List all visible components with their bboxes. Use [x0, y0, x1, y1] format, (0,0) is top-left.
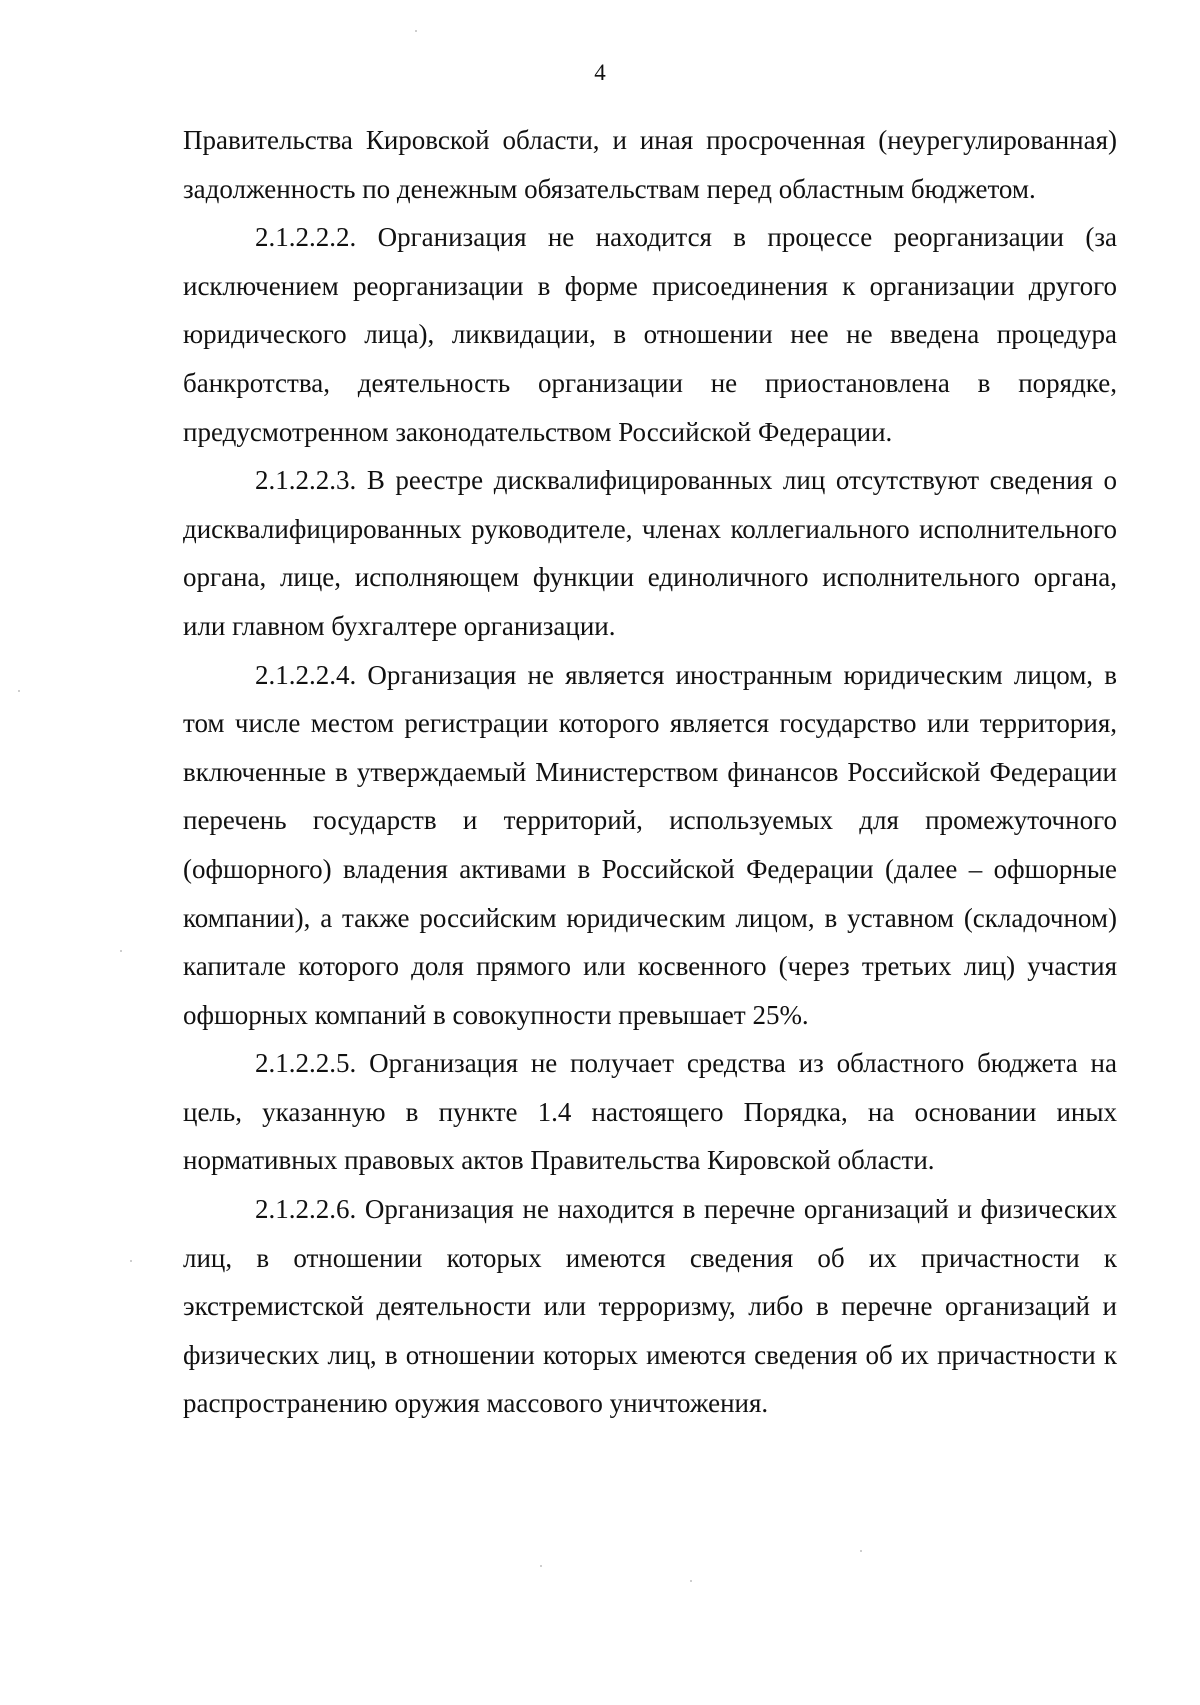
scan-speck — [18, 690, 20, 692]
page-number: 4 — [594, 60, 606, 85]
paragraph-2-1-2-2-2: 2.1.2.2.2. Организация не находится в процессе реорганизации (за исключением реорганизации в форме присоединения к организации другого юридического лица), ликвидации, в отношении нее не введена процедура банкротства, деятельность организации не приостановлена в порядке, предусмотренном законодательством Российской Федерации. — [183, 222, 1117, 447]
paragraph-2-1-2-2-3: 2.1.2.2.3. В реестре дисквалифицированных лиц отсутствуют сведения о дисквалифицированных руководителе, членах коллегиального исполнительного органа, лице, исполняющем функции единоличного исполнительного органа, или главном бухгалтере организации. — [183, 465, 1117, 641]
paragraph-continuation: Правительства Кировской области, и иная просроченная (неурегулированная) задолженность по денежным обязательствам перед областным бюджетом. — [183, 125, 1117, 204]
scan-speck — [540, 1565, 542, 1567]
scan-speck — [120, 950, 122, 952]
scan-speck — [415, 30, 417, 32]
paragraph-2-1-2-2-6: 2.1.2.2.6. Организация не находится в перечне организаций и физических лиц, в отношении которых имеются сведения об их причастности к экстремистской деятельности или терроризму, либо в перечне организаций и физических лиц, в отношении которых имеются сведения об их причастности к распространению оружия массового уничтожения. — [183, 1194, 1117, 1419]
document-body — [183, 116, 1117, 1428]
paragraph-2-1-2-2-4: 2.1.2.2.4. Организация не является иностранным юридическим лицом, в том числе местом регистрации которого является государство или территория, включенные в утверждаемый Министерством финансов Российской Федерации перечень государств и территорий, используемых для промежуточного (офшорного) владения активами в Российской Федерации (далее – офшорные компании), а также российским юридическим лицом, в уставном (складочном) капитале которого доля прямого или косвенного (через третьих лиц) участия офшорных компаний в совокупности превышает 25%. — [183, 659, 1117, 1030]
paragraph-2-1-2-2-5: 2.1.2.2.5. Организация не получает средства из областного бюджета на цель, указанную в пункте 1.4 настоящего Порядка, на основании иных нормативных правовых актов Правительства Кировской области. — [183, 1048, 1117, 1176]
scan-speck — [690, 1580, 692, 1582]
scan-speck — [130, 1260, 132, 1262]
scan-speck — [860, 1550, 862, 1552]
